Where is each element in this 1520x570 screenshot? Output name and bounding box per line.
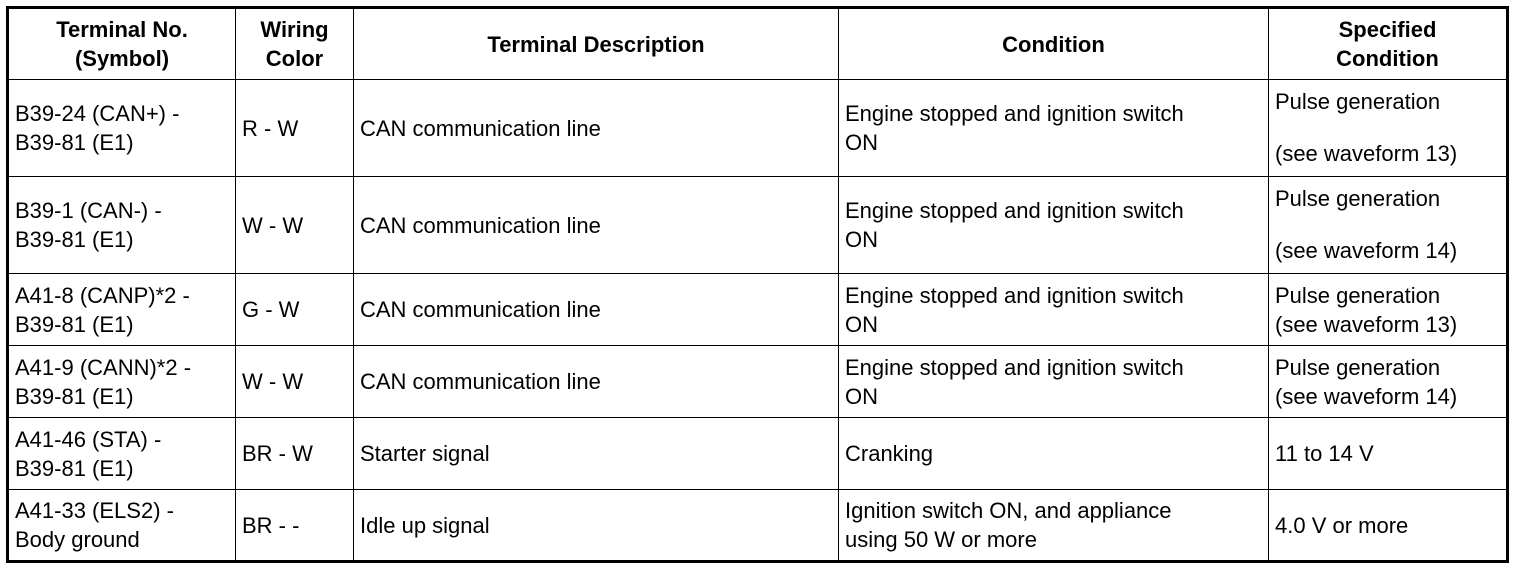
cell-specified-condition: Pulse generation (see waveform 13) (1269, 274, 1508, 346)
header-row (8, 8, 1508, 80)
cell-wiring-color: BR - W (236, 418, 354, 490)
header-wiring-color: Wiring Color (236, 8, 354, 80)
cell-description: CAN communication line (354, 177, 839, 274)
cell-terminal: A41-9 (CANN)*2 - B39-81 (E1) (8, 346, 236, 418)
cell-terminal: A41-46 (STA) - B39-81 (E1) (8, 418, 236, 490)
specified-line-2: (see waveform 14) (1275, 238, 1458, 263)
cell-wiring-color: G - W (236, 274, 354, 346)
header-terminal: Terminal No. (Symbol) (8, 8, 236, 80)
cell-specified-condition: 4.0 V or more (1269, 490, 1508, 562)
cell-specified-condition (1269, 80, 1508, 177)
table-row (8, 418, 1508, 490)
table-row (8, 177, 1508, 274)
cell-terminal: A41-33 (ELS2) - Body ground (8, 490, 236, 562)
specified-line-1: Pulse generation (1275, 186, 1441, 211)
cell-specified-condition: Pulse generation (see waveform 14) (1269, 346, 1508, 418)
cell-description: Starter signal (354, 418, 839, 490)
terminal-table-container (6, 6, 1506, 564)
cell-wiring-color: R - W (236, 80, 354, 177)
cell-condition: Engine stopped and ignition switch ON (839, 274, 1269, 346)
cell-terminal: B39-24 (CAN+) - B39-81 (E1) (8, 80, 236, 177)
cell-wiring-color: BR - - (236, 490, 354, 562)
cell-description: CAN communication line (354, 346, 839, 418)
cell-specified-condition (1269, 177, 1508, 274)
cell-terminal: B39-1 (CAN-) - B39-81 (E1) (8, 177, 236, 274)
table-row (8, 80, 1508, 177)
terminal-table (6, 6, 1509, 563)
cell-condition: Cranking (839, 418, 1269, 490)
cell-wiring-color: W - W (236, 177, 354, 274)
table-row (8, 490, 1508, 562)
header-condition: Condition (839, 8, 1269, 80)
specified-line-1: Pulse generation (1275, 89, 1441, 114)
cell-condition: Engine stopped and ignition switch ON (839, 80, 1269, 177)
cell-condition: Engine stopped and ignition switch ON (839, 177, 1269, 274)
cell-description: Idle up signal (354, 490, 839, 562)
cell-wiring-color: W - W (236, 346, 354, 418)
cell-specified-condition: 11 to 14 V (1269, 418, 1508, 490)
specified-line-2: (see waveform 13) (1275, 141, 1458, 166)
header-terminal-description: Terminal Description (354, 8, 839, 80)
cell-terminal: A41-8 (CANP)*2 - B39-81 (E1) (8, 274, 236, 346)
cell-condition: Engine stopped and ignition switch ON (839, 346, 1269, 418)
cell-description: CAN communication line (354, 274, 839, 346)
cell-description: CAN communication line (354, 80, 839, 177)
header-specified-condition: Specified Condition (1269, 8, 1508, 80)
table-row (8, 274, 1508, 346)
cell-condition: Ignition switch ON, and appliance using 50 W or more (839, 490, 1269, 562)
table-row (8, 346, 1508, 418)
